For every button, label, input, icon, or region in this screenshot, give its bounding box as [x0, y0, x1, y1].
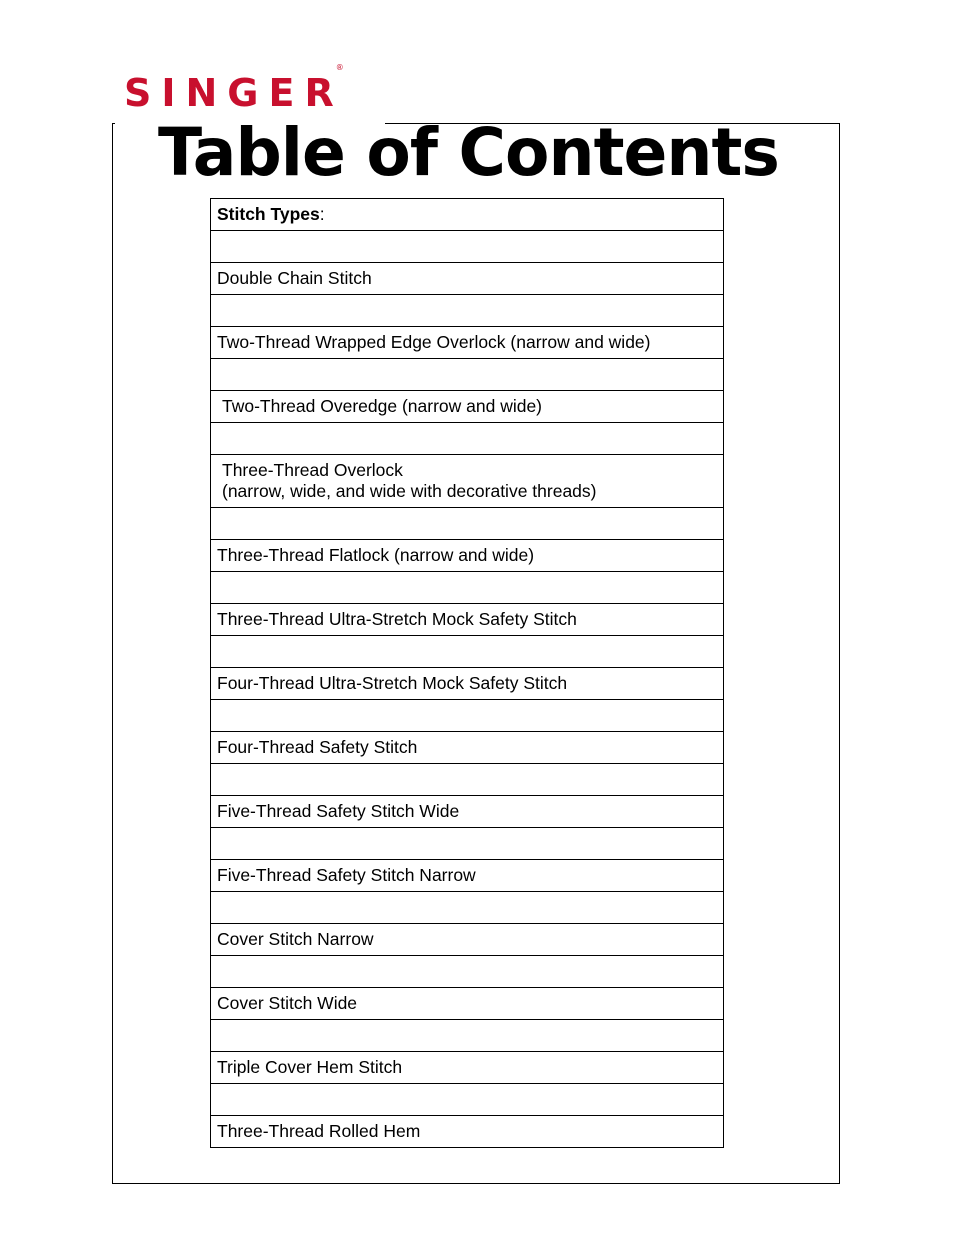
- page-title: Table of Contents: [158, 114, 779, 191]
- toc-item[interactable]: Double Chain Stitch: [211, 263, 724, 295]
- toc-item[interactable]: Five-Thread Safety Stitch Narrow: [211, 860, 724, 892]
- toc-spacer-row: [211, 295, 724, 327]
- toc-spacer-row: [211, 1020, 724, 1052]
- toc-item[interactable]: Five-Thread Safety Stitch Wide: [211, 796, 724, 828]
- toc-item[interactable]: Cover Stitch Wide: [211, 988, 724, 1020]
- toc-item-row: [211, 924, 724, 956]
- toc-spacer-row: [211, 1084, 724, 1116]
- toc-item[interactable]: Three-Thread Ultra-Stretch Mock Safety Stitch: [211, 604, 724, 636]
- toc-spacer-row: [211, 636, 724, 668]
- toc-item-row: [211, 1116, 724, 1148]
- toc-item-row: [211, 988, 724, 1020]
- toc-header-cell: [211, 199, 724, 231]
- toc-item-row: [211, 263, 724, 295]
- toc-item[interactable]: Three-Thread Rolled Hem: [211, 1116, 724, 1148]
- toc-item[interactable]: Four-Thread Safety Stitch: [211, 732, 724, 764]
- toc-header-row: [211, 199, 724, 231]
- toc-item-row: [211, 1052, 724, 1084]
- toc-item-line-2: (narrow, wide, and wide with decorative threads): [222, 481, 597, 501]
- toc-item-row: [211, 540, 724, 572]
- toc-item-row: [211, 604, 724, 636]
- toc-item-row: [211, 455, 724, 508]
- toc-item-row: [211, 732, 724, 764]
- toc-item[interactable]: Four-Thread Ultra-Stretch Mock Safety Stitch: [211, 668, 724, 700]
- toc-item-row: [211, 668, 724, 700]
- toc-spacer-row: [211, 828, 724, 860]
- toc-spacer-row: [211, 956, 724, 988]
- toc-spacer-row: [211, 892, 724, 924]
- section-suffix: :: [319, 204, 325, 224]
- toc-item-row: [211, 327, 724, 359]
- toc-table: [210, 198, 724, 1148]
- toc-item[interactable]: Two-Thread Wrapped Edge Overlock (narrow and wide): [211, 327, 724, 359]
- toc-item-multiline[interactable]: [211, 455, 724, 508]
- brand-name: SINGER: [124, 71, 344, 115]
- toc-item-line-1: Three-Thread Overlock: [222, 460, 403, 480]
- toc-spacer-row: [211, 231, 724, 263]
- toc-spacer-row: [211, 423, 724, 455]
- toc-spacer-row: [211, 764, 724, 796]
- trademark-symbol: ®: [335, 63, 344, 73]
- toc-spacer-row: [211, 700, 724, 732]
- section-label: Stitch Types: [217, 204, 320, 224]
- toc-item[interactable]: Cover Stitch Narrow: [211, 924, 724, 956]
- toc-spacer-row: [211, 359, 724, 391]
- toc-item-row: [211, 860, 724, 892]
- toc-spacer-row: [211, 572, 724, 604]
- toc-item-row: [211, 796, 724, 828]
- toc-item-row: [211, 391, 724, 423]
- toc-item[interactable]: Triple Cover Hem Stitch: [211, 1052, 724, 1084]
- toc-spacer-row: [211, 508, 724, 540]
- toc-item[interactable]: Two-Thread Overedge (narrow and wide): [211, 391, 724, 423]
- singer-logo: [124, 63, 352, 115]
- toc-item[interactable]: Three-Thread Flatlock (narrow and wide): [211, 540, 724, 572]
